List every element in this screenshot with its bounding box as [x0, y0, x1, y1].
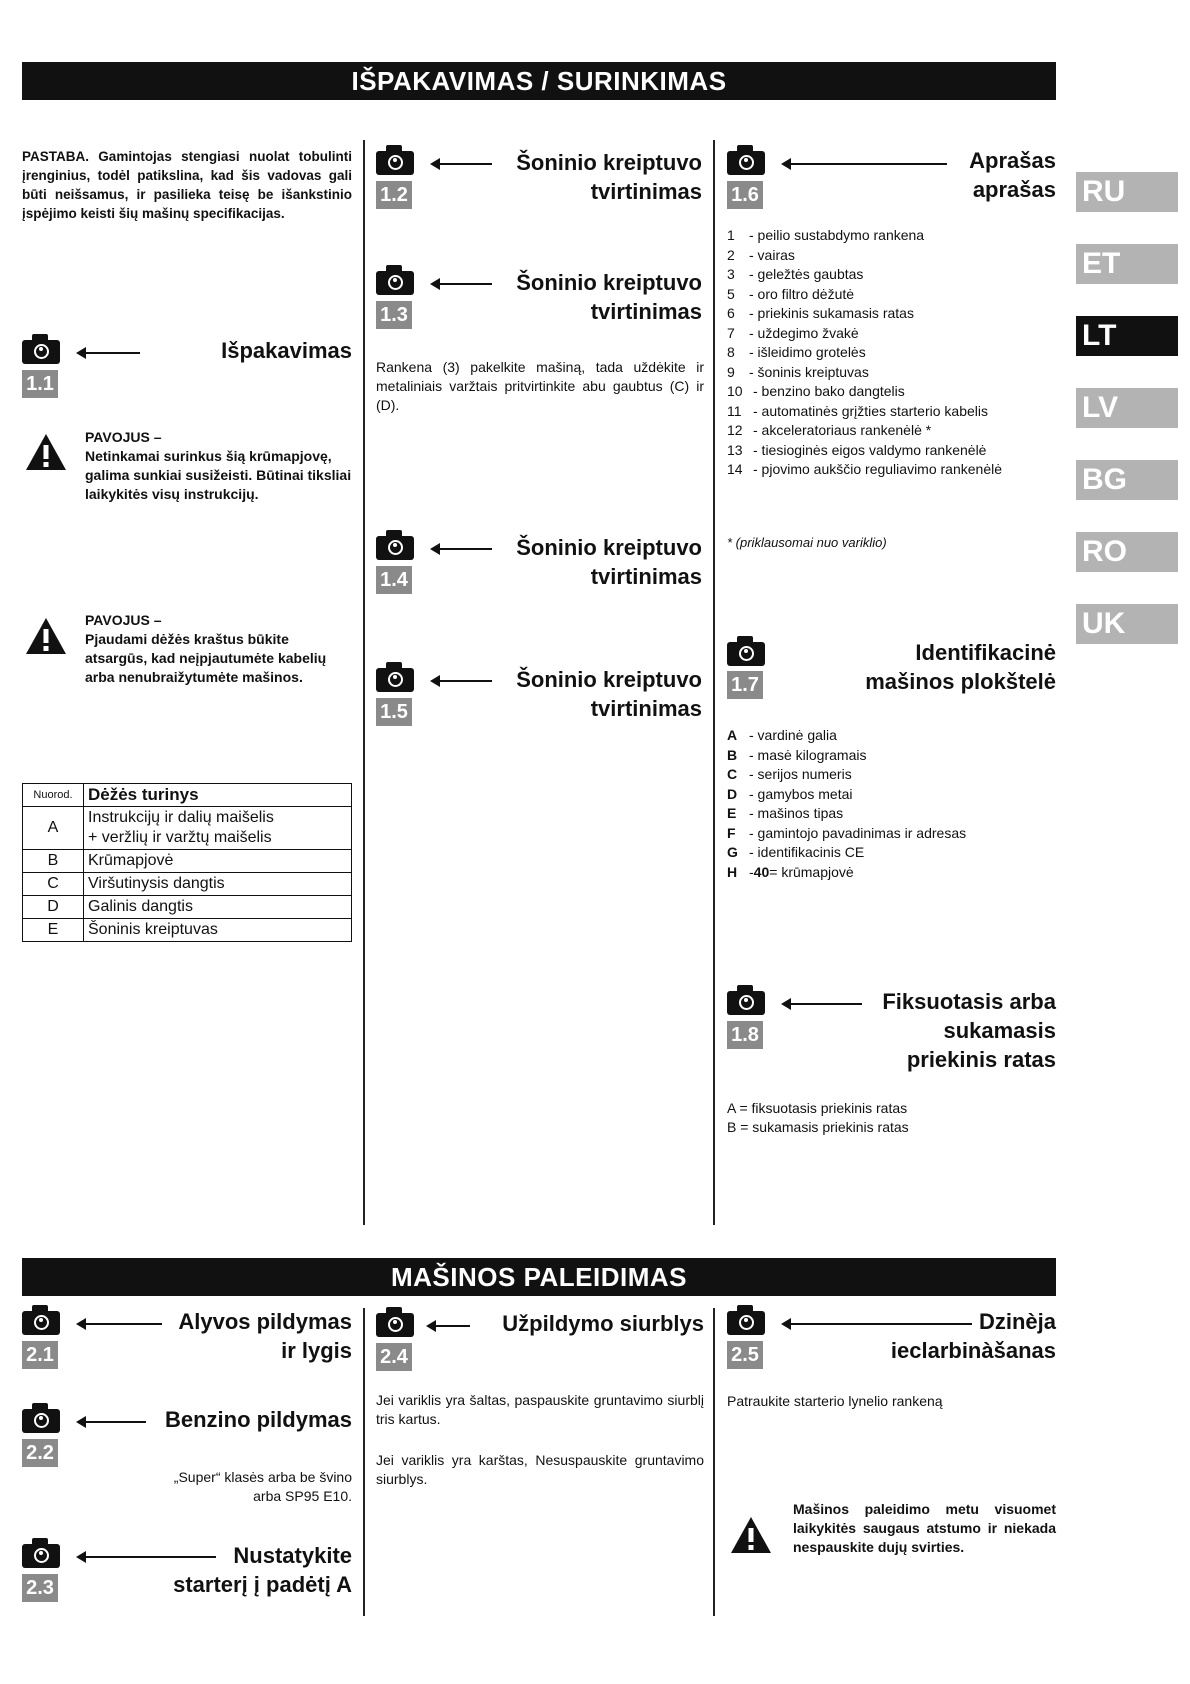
lang-tab-uk[interactable]: UK — [1076, 604, 1178, 644]
figure-badge: 2.5 — [727, 1341, 763, 1369]
list-item: 7 - uždegimo žvakė — [727, 324, 859, 341]
section-title: Dzinèja ieclarbinàšanas — [890, 1309, 1056, 1363]
column-divider — [363, 1308, 365, 1616]
danger-text: Pjaudami dėžės kraštus būkite atsargūs, kad neįpjautumėte kabelių arba nenubraižytumėte mašinos. — [85, 631, 327, 685]
danger-text: Netinkamai surinkus šią krūmapjovę, galima sunkiai susižeisti. Būtinai tiksliai laikykitės visų instrukcijų. — [85, 448, 352, 502]
column-divider — [713, 140, 715, 1225]
lang-tab-bg[interactable]: BG — [1076, 460, 1178, 500]
list-item: D - gamybos metai — [727, 785, 853, 802]
table-cell-item: Galinis dangtis — [84, 896, 352, 919]
camera-icon — [22, 1403, 146, 1437]
list-item: 6 - priekinis sukamasis ratas — [727, 305, 914, 321]
list-item: 8 - išleidimo grotelės — [727, 344, 866, 360]
list-item: C - serijos numeris — [727, 766, 852, 782]
lang-tab-et[interactable]: ET — [1076, 244, 1178, 284]
lang-tab-ro[interactable]: RO — [1076, 532, 1178, 572]
figure-badge: 1.5 — [376, 698, 412, 726]
danger-block — [85, 611, 353, 687]
table-cell-item: Šoninis kreiptuvas — [84, 919, 352, 942]
table-header-ref: Nuorod. — [23, 784, 84, 807]
list-item: G - identifikacinis CE — [727, 844, 865, 860]
figure-badge: 1.4 — [376, 566, 412, 594]
list-item: E - mašinos tipas — [727, 805, 844, 821]
table-row — [23, 896, 352, 919]
parts-list — [727, 226, 1067, 480]
section-title: Šoninio kreiptuvo tvirtinimas — [516, 270, 702, 324]
section-title: Benzino pildymas — [164, 1407, 352, 1432]
section-title: Identifikacinė mašinos plokštelė — [865, 640, 1056, 694]
section-banner-unpacking: IŠPAKAVIMAS / SURINKIMAS — [22, 62, 1056, 100]
section-title: Alyvos pildymas ir lygis — [178, 1309, 352, 1363]
table-cell-ref: A — [23, 807, 84, 850]
section-text: Jei variklis yra karštas, Nesuspauskite gruntavimo siurblys. — [376, 1452, 704, 1487]
lang-tab-lv[interactable]: LV — [1076, 388, 1178, 428]
figure-badge: 1.3 — [376, 301, 412, 329]
camera-icon — [727, 636, 767, 670]
box-contents-table — [22, 783, 352, 942]
table-cell-item: Krūmapjovė — [84, 850, 352, 873]
list-item: B - masė kilogramais — [727, 746, 867, 763]
section-title: Užpildymo siurblys — [502, 1311, 704, 1336]
list-item: 10 - benzino bako dangtelis — [727, 383, 905, 399]
list-item: 1 - peilio sustabdymo rankena — [727, 227, 925, 243]
figure-badge: 1.8 — [727, 1021, 763, 1049]
warning-text: Mašinos paleidimo metu visuomet laikykitės saugaus atstumo ir niekada nespauskite dujų svirties. — [793, 1501, 1056, 1555]
list-item: 9 - šoninis kreiptuvas — [727, 363, 869, 380]
section-title: Fiksuotasis arba sukamasis priekinis ratas — [882, 989, 1056, 1072]
camera-icon — [727, 985, 862, 1019]
danger-title: PAVOJUS – — [85, 429, 162, 445]
table-cell-item: Instrukcijų ir dalių maišelis + veržlių ir varžtų maišelis — [84, 807, 352, 850]
list-item: A - vardinė galia — [727, 727, 837, 743]
lang-tab-lt[interactable]: LT — [1076, 316, 1178, 356]
list-item: 5 - oro filtro dėžutė — [727, 285, 855, 302]
figure-badge: 1.2 — [376, 181, 412, 209]
section-text: Jei variklis yra šaltas, paspauskite gruntavimo siurblį tris kartus. — [376, 1392, 704, 1427]
section-text: Rankena (3) pakelkite mašiną, tada uždėkite ir metaliniais varžtais pritvirtinkite abu gaubtus (C) ir (D). — [376, 359, 704, 413]
danger-title: PAVOJUS – — [85, 612, 162, 628]
warning-icon — [24, 432, 68, 472]
figure-badge: 2.3 — [22, 1574, 58, 1602]
list-item: 2 - vairas — [727, 246, 795, 263]
column-divider — [363, 140, 365, 1225]
section-title: Aprašas aprašas — [969, 148, 1056, 202]
note-text: PASTABA. Gamintojas stengiasi nuolat tobulinti įrenginius, todėl patikslina, kad šis vadovas gali būti neišsamus, ir pasilieka teisę be išankstinio įspėjimo keisti šių mašinų specifikacijas. — [22, 149, 352, 221]
section-title: Išpakavimas — [221, 338, 352, 363]
section-text: Patraukite starterio lynelio rankeną — [727, 1393, 943, 1409]
table-cell-ref: D — [23, 896, 84, 919]
section-text: „Super“ klasės arba be švino arba SP95 E10. — [173, 1469, 352, 1504]
section-text: A = fiksuotasis priekinis ratas B = sukamasis priekinis ratas — [727, 1100, 909, 1135]
table-row — [23, 850, 352, 873]
table-cell-ref: B — [23, 850, 84, 873]
camera-icon — [376, 662, 492, 696]
figure-badge: 2.2 — [22, 1439, 58, 1467]
section-title: Šoninio kreiptuvo tvirtinimas — [516, 150, 702, 204]
table-row — [23, 919, 352, 942]
danger-block — [85, 428, 353, 504]
camera-icon — [376, 1307, 476, 1341]
column-divider — [713, 1308, 715, 1616]
list-item: 12 - akceleratoriaus rankenėlė * — [727, 422, 932, 438]
lang-tab-ru[interactable]: RU — [1076, 172, 1178, 212]
table-cell-ref: C — [23, 873, 84, 896]
list-item: H - 40 = krūmapjovė — [727, 863, 854, 880]
camera-icon — [22, 1305, 162, 1339]
list-item: 14 - pjovimo aukščio reguliavimo rankenėlė — [727, 461, 1003, 477]
warning-icon — [24, 616, 68, 656]
section-banner-starting: MAŠINOS PALEIDIMAS — [22, 1258, 1056, 1296]
figure-badge: 1.1 — [22, 370, 58, 398]
table-cell-item: Viršutinysis dangtis — [84, 873, 352, 896]
warning-icon — [729, 1515, 773, 1555]
list-item: 11 - automatinės grįžties starterio kabelis — [727, 402, 988, 419]
figure-badge: 1.6 — [727, 181, 763, 209]
section-title: Šoninio kreiptuvo tvirtinimas — [516, 535, 702, 589]
list-item: 3 - geležtės gaubtas — [727, 266, 864, 282]
figure-badge: 2.4 — [376, 1343, 412, 1371]
section-title: Šoninio kreiptuvo tvirtinimas — [516, 667, 702, 721]
camera-icon — [22, 334, 140, 368]
figure-badge: 2.1 — [22, 1341, 58, 1369]
footnote: * (priklausomai nuo variklio) — [727, 535, 887, 550]
list-item: F - gamintojo pavadinimas ir adresas — [727, 824, 967, 841]
table-cell-ref: E — [23, 919, 84, 942]
section-title: Nustatykite starterį į padėtį A — [173, 1543, 352, 1597]
table-header-contents: Dėžės turinys — [84, 784, 352, 807]
list-item: 13 - tiesioginės eigos valdymo rankenėlė — [727, 441, 987, 458]
table-row — [23, 807, 352, 850]
camera-icon — [376, 145, 492, 179]
camera-icon — [376, 530, 492, 564]
plate-list — [727, 726, 1057, 882]
table-row — [23, 873, 352, 896]
figure-badge: 1.7 — [727, 671, 763, 699]
camera-icon — [376, 265, 492, 299]
